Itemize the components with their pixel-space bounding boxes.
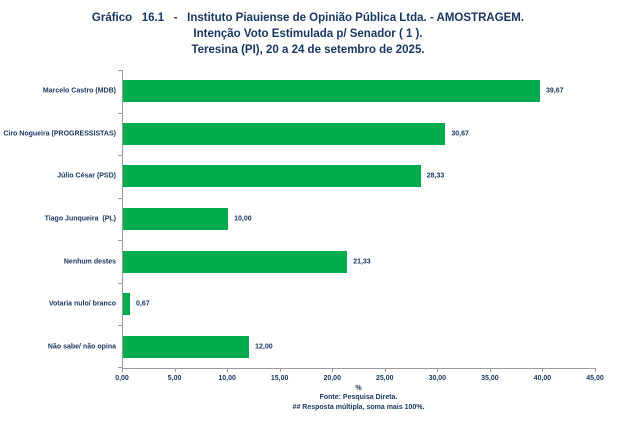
footer-source: Fonte: Pesquisa Direta. <box>319 394 398 401</box>
category-label: Nenhum destes <box>63 258 116 266</box>
bar <box>123 208 228 230</box>
x-axis-tick-label: 10,00 <box>218 375 236 382</box>
bar <box>123 165 421 187</box>
x-axis-tick <box>542 368 543 372</box>
category-label: Tiago Junqueira (PL) <box>44 215 116 223</box>
bar <box>123 293 130 315</box>
x-axis-tick <box>595 368 596 372</box>
x-axis-tick-label: 25,00 <box>376 375 394 382</box>
x-axis-tick-label: 0,00 <box>115 375 129 382</box>
bar-value-label: 21,33 <box>353 258 371 266</box>
chart-title-line-2: Intenção Voto Estimulada p/ Senador ( 1 ). <box>193 28 423 40</box>
x-axis-title: % <box>355 385 362 392</box>
chart-title-line-3: Teresina (PI), 20 a 24 de setembro de 2025. <box>191 44 425 56</box>
x-axis-tick <box>490 368 491 372</box>
footer-note: ## Resposta múltipla, soma mais 100%. <box>292 404 425 411</box>
bar-value-label: 28,33 <box>426 172 445 180</box>
plot-area <box>3 70 604 382</box>
x-axis-tick <box>175 368 176 372</box>
y-axis-tick <box>118 113 122 114</box>
y-axis-tick <box>118 240 122 241</box>
x-axis-tick <box>437 368 438 372</box>
y-axis-tick <box>118 70 122 71</box>
y-axis-tick <box>118 198 122 199</box>
category-label: Não sabe/ não opina <box>47 343 116 351</box>
bar <box>123 251 347 273</box>
bar-value-label: 30,67 <box>451 130 469 138</box>
x-axis-tick <box>280 368 281 372</box>
x-axis-tick <box>227 368 228 372</box>
bar <box>123 336 249 358</box>
category-label: Marcelo Castro (MDB) <box>42 87 116 95</box>
x-axis-tick-label: 45,00 <box>586 375 604 382</box>
x-axis-tick-label: 40,00 <box>533 375 552 382</box>
x-axis-line <box>122 368 595 369</box>
bar <box>123 123 445 145</box>
x-axis-tick-label: 5,00 <box>167 375 182 382</box>
category-label: Ciro Nogueira (PROGRESSISTAS) <box>3 130 116 138</box>
category-label: Votaria nulo/ branco <box>48 300 116 308</box>
y-axis-tick <box>118 155 122 156</box>
bar <box>123 80 540 102</box>
y-axis-tick <box>118 283 122 284</box>
category-label: Júlio César (PSD) <box>57 172 116 180</box>
x-axis-tick <box>122 368 123 372</box>
bar-value-label: 39,67 <box>545 87 564 95</box>
bar-value-label: 12,00 <box>255 343 273 351</box>
x-axis-tick-label: 20,00 <box>323 375 341 382</box>
x-axis-tick-label: 15,00 <box>270 375 289 382</box>
y-axis-tick <box>118 367 122 368</box>
x-axis-tick-label: 35,00 <box>481 375 499 382</box>
x-axis-tick-label: 30,00 <box>428 375 447 382</box>
chart-title <box>0 10 616 58</box>
bar-value-label: 10,00 <box>234 215 252 223</box>
chart-title-line-1: Gráfico 16.1 - Instituto Piauiense de Opinião Pública Ltda. - AMOSTRAGEM. <box>91 12 525 24</box>
bar-value-label: 0,67 <box>136 300 150 308</box>
x-axis-tick <box>332 368 333 372</box>
x-axis-tick <box>385 368 386 372</box>
y-axis-tick <box>118 325 122 326</box>
